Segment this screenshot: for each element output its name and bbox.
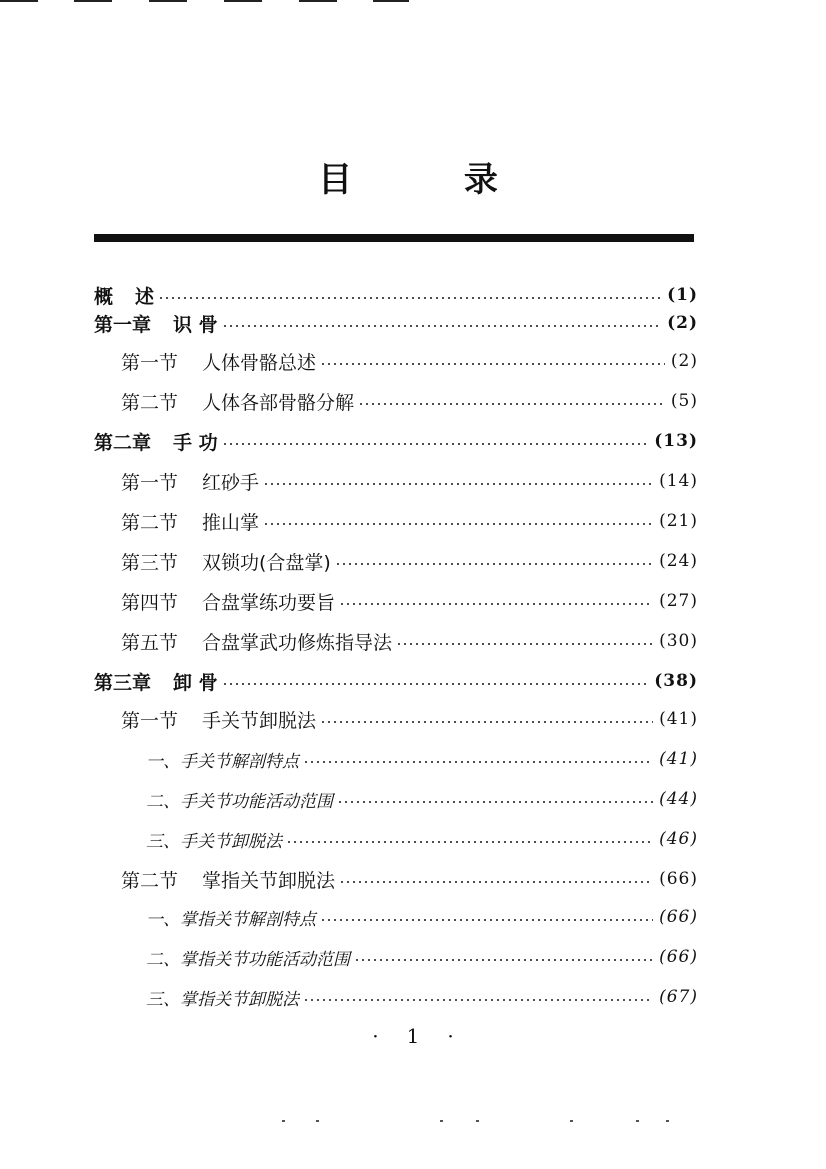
toc-entry-number: 概: [94, 285, 114, 308]
toc-entry-number: 第三章: [94, 671, 152, 694]
toc-entry-number: 第二节: [121, 511, 179, 534]
dot-leader: [303, 761, 653, 763]
toc-entry-page: (24): [659, 551, 698, 571]
dot-leader: [320, 919, 653, 921]
toc-entry-label: [146, 905, 316, 930]
toc-entry-title: 手关节卸脱法: [202, 709, 317, 732]
top-edge-marks: [0, 0, 826, 4]
toc-entry[interactable]: [94, 665, 698, 697]
toc-entry[interactable]: [121, 385, 698, 417]
toc-entry-page: (1): [667, 285, 698, 305]
toc-entry[interactable]: [94, 307, 698, 339]
toc-entry-page: (66): [659, 947, 698, 967]
toc-entry-number: 三、: [146, 989, 180, 1010]
dot-leader: [286, 841, 653, 843]
toc-entry-page: (5): [670, 391, 698, 411]
toc-entry-label: [146, 787, 333, 812]
dot-leader: [335, 563, 653, 565]
dot-leader: [320, 721, 653, 723]
toc-entry-title: 双锁功(合盘掌): [202, 551, 331, 574]
dot-leader: [222, 325, 661, 327]
dot-leader: [303, 999, 653, 1001]
toc-entry-label: [121, 468, 259, 495]
toc-entry[interactable]: [146, 823, 698, 855]
page-number: 1: [406, 1024, 420, 1048]
toc-entry-number: 二、: [146, 791, 180, 812]
toc-entry-number: 第一节: [121, 709, 179, 732]
toc-entry-label: [121, 348, 316, 375]
dot-leader: [396, 643, 653, 645]
toc-entry-page: (41): [659, 749, 698, 769]
dot-leader: [339, 881, 653, 883]
toc-entry-label: [121, 706, 316, 733]
toc-entry[interactable]: [94, 425, 698, 457]
toc-entry-page: (14): [659, 471, 698, 491]
toc-entry-title: 掌指关节卸脱法: [202, 869, 336, 892]
toc-entry-label: [146, 747, 299, 772]
toc-entry-title: 手关节解剖特点: [180, 751, 299, 772]
toc-entry-title: 手 功: [173, 431, 218, 454]
toc-entry-title: 合盘掌武功修炼指导法: [202, 631, 393, 654]
toc-entry[interactable]: [146, 941, 698, 973]
toc-entry[interactable]: [121, 465, 698, 497]
toc-entry-label: [121, 508, 259, 535]
dot-leader: [222, 443, 649, 445]
dot-leader: [337, 801, 653, 803]
footer-dot-right: ·: [447, 1024, 454, 1048]
toc-entry-number: 第二节: [121, 391, 179, 414]
toc-entry-title: 手关节卸脱法: [180, 831, 282, 852]
toc-entry-title: 掌指关节卸脱法: [180, 989, 299, 1010]
dot-leader: [339, 603, 653, 605]
title-rule: [94, 234, 694, 242]
toc-entry-page: (67): [659, 987, 698, 1007]
toc-entry-title: 述: [135, 285, 155, 308]
toc-entry-label: [94, 282, 154, 309]
toc-entry[interactable]: [121, 703, 698, 735]
toc-entry-label: [121, 548, 331, 575]
toc-entry-label: [121, 588, 335, 615]
toc-entry-page: (44): [659, 789, 698, 809]
toc-entry[interactable]: [146, 743, 698, 775]
toc-entry-number: 第一节: [121, 471, 179, 494]
toc-entry-page: (38): [654, 671, 698, 691]
toc-entry-label: [94, 310, 218, 337]
dot-leader: [158, 297, 661, 299]
dot-leader: [263, 523, 653, 525]
toc-entry[interactable]: [121, 625, 698, 657]
toc-entry[interactable]: [121, 505, 698, 537]
toc-entry-page: (2): [670, 351, 698, 371]
toc-entry-label: [94, 428, 218, 455]
toc-entry-title: 掌指关节功能活动范围: [180, 949, 350, 970]
toc-entry-number: 三、: [146, 831, 180, 852]
toc-entry-title: 人体骨骼总述: [202, 351, 317, 374]
toc-entry-page: (66): [659, 907, 698, 927]
toc-entry-title: 卸 骨: [173, 671, 218, 694]
toc-entry-label: [146, 827, 282, 852]
toc-entry-number: 第四节: [121, 591, 179, 614]
footer-dot-left: ·: [372, 1024, 379, 1048]
toc-entry[interactable]: [146, 783, 698, 815]
toc-entry-title: 合盘掌练功要旨: [202, 591, 336, 614]
page-footer: [0, 1024, 826, 1048]
toc-entry-number: 第五节: [121, 631, 179, 654]
toc-entry-number: 第一章: [94, 313, 152, 336]
page-title: 目 录: [318, 160, 548, 200]
scan-specks: [270, 1120, 690, 1124]
dot-leader: [222, 683, 649, 685]
dot-leader: [354, 959, 653, 961]
dot-leader: [320, 363, 665, 365]
toc-entry-label: [121, 628, 392, 655]
toc-entry-title: 红砂手: [202, 471, 260, 494]
toc-entry-number: 第一节: [121, 351, 179, 374]
toc-entry-number: 一、: [146, 909, 180, 930]
toc-entry-label: [94, 668, 218, 695]
toc-entry-number: 一、: [146, 751, 180, 772]
dot-leader: [358, 403, 665, 405]
toc-entry-page: (46): [659, 829, 698, 849]
toc-entry-number: 二、: [146, 949, 180, 970]
toc-entry-title: 掌指关节解剖特点: [180, 909, 316, 930]
toc-entry-label: [146, 945, 350, 970]
toc-entry-number: 第二节: [121, 869, 179, 892]
toc-entry[interactable]: [121, 545, 698, 577]
toc-entry-page: (66): [659, 869, 698, 889]
toc-entry-title: 识 骨: [173, 313, 218, 336]
toc-entry-label: [121, 388, 354, 415]
toc-entry-title: 人体各部骨骼分解: [202, 391, 355, 414]
toc-entry-label: [146, 985, 299, 1010]
toc-entry-number: 第三节: [121, 551, 179, 574]
toc-entry[interactable]: [146, 981, 698, 1013]
toc-entry[interactable]: [121, 863, 698, 895]
toc-entry-page: (41): [659, 709, 698, 729]
toc-entry-page: (21): [659, 511, 698, 531]
toc-entry[interactable]: [146, 901, 698, 933]
toc-entry-page: (13): [654, 431, 698, 451]
toc-entry-page: (2): [667, 313, 698, 333]
toc-entry-page: (27): [659, 591, 698, 611]
toc-entry-title: 手关节功能活动范围: [180, 791, 333, 812]
toc-entry-title: 推山掌: [202, 511, 260, 534]
toc-entry-label: [121, 866, 335, 893]
toc-entry-page: (30): [659, 631, 698, 651]
toc-entry-number: 第二章: [94, 431, 152, 454]
toc-entry[interactable]: [121, 585, 698, 617]
dot-leader: [263, 483, 653, 485]
toc-entry[interactable]: [121, 345, 698, 377]
